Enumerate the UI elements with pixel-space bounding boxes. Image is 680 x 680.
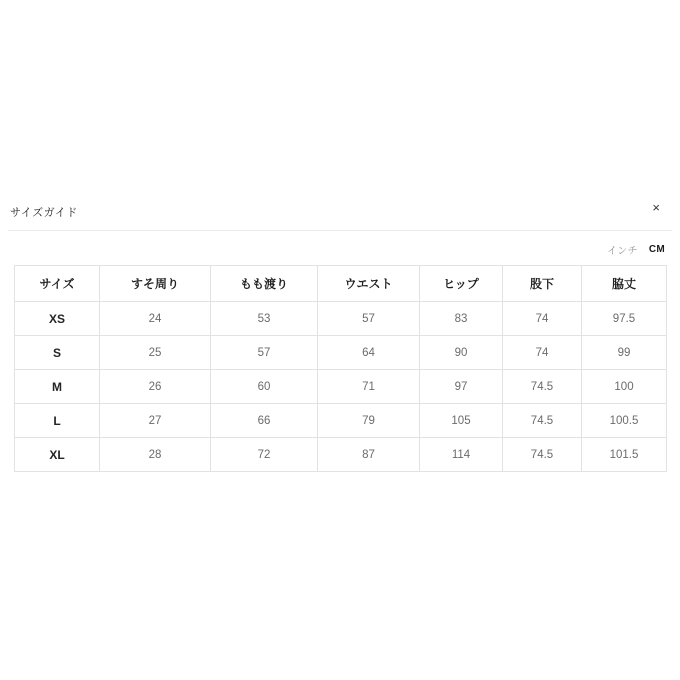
cell-value: 57	[318, 302, 420, 336]
cell-value: 26	[100, 370, 211, 404]
size-label: XL	[15, 438, 100, 472]
cell-value: 97	[420, 370, 503, 404]
cell-value: 25	[100, 336, 211, 370]
size-label: S	[15, 336, 100, 370]
unit-option-cm[interactable]: CM	[648, 244, 665, 255]
column-header-size: サイズ	[15, 266, 100, 302]
cell-value: 24	[100, 302, 211, 336]
cell-value: 74	[503, 336, 582, 370]
cell-value: 53	[211, 302, 318, 336]
unit-option-inch[interactable]: インチ	[606, 246, 638, 257]
cell-value: 90	[420, 336, 503, 370]
table-row	[15, 404, 667, 438]
cell-value: 97.5	[582, 302, 667, 336]
cell-value: 74.5	[503, 438, 582, 472]
cell-value: 74.5	[503, 370, 582, 404]
page-title: サイズガイド	[10, 207, 78, 219]
column-header-hip: ヒップ	[420, 266, 503, 302]
table-row	[15, 302, 667, 336]
cell-value: 83	[420, 302, 503, 336]
cell-value: 57	[211, 336, 318, 370]
cell-value: 99	[582, 336, 667, 370]
cell-value: 60	[211, 370, 318, 404]
column-header-side-length: 脇丈	[582, 266, 667, 302]
table-row	[15, 438, 667, 472]
cell-value: 114	[420, 438, 503, 472]
cell-value: 100	[582, 370, 667, 404]
size-label: M	[15, 370, 100, 404]
cell-value: 74.5	[503, 404, 582, 438]
cell-value: 87	[318, 438, 420, 472]
column-header-hem: すそ周り	[100, 266, 211, 302]
close-icon[interactable]: ×	[652, 200, 660, 215]
size-label: XS	[15, 302, 100, 336]
size-label: L	[15, 404, 100, 438]
cell-value: 79	[318, 404, 420, 438]
column-header-inseam: 股下	[503, 266, 582, 302]
table-row	[15, 370, 667, 404]
column-header-thigh: もも渡り	[211, 266, 318, 302]
size-chart-table	[14, 265, 667, 472]
unit-toggle	[607, 242, 665, 257]
header-divider	[8, 230, 672, 231]
cell-value: 105	[420, 404, 503, 438]
table-row	[15, 336, 667, 370]
cell-value: 64	[318, 336, 420, 370]
column-header-waist: ウエスト	[318, 266, 420, 302]
cell-value: 101.5	[582, 438, 667, 472]
cell-value: 66	[211, 404, 318, 438]
cell-value: 74	[503, 302, 582, 336]
cell-value: 100.5	[582, 404, 667, 438]
table-header-row	[15, 266, 667, 302]
cell-value: 28	[100, 438, 211, 472]
cell-value: 71	[318, 370, 420, 404]
cell-value: 27	[100, 404, 211, 438]
cell-value: 72	[211, 438, 318, 472]
